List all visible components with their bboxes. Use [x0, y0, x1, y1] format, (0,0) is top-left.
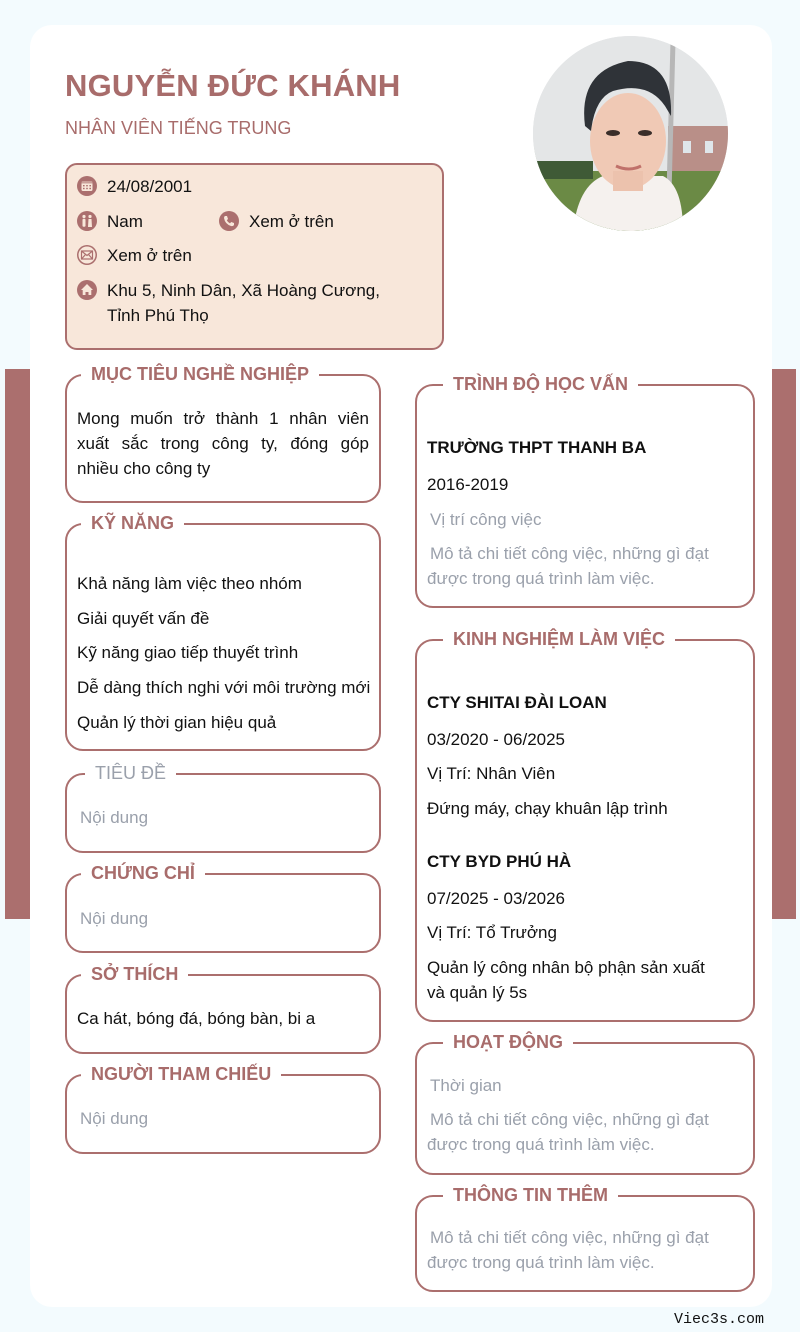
section-title[interactable]: CHỨNG CHỈ — [81, 861, 205, 885]
contact-gender — [77, 209, 143, 234]
contact-phone — [219, 209, 334, 234]
section-title[interactable]: MỤC TIÊU NGHỀ NGHIỆP — [81, 362, 319, 386]
calendar-icon — [77, 176, 97, 196]
candidate-job-title[interactable]: NHÂN VIÊN TIẾNG TRUNG — [65, 118, 292, 138]
right-accent-bar — [772, 369, 796, 919]
education-school[interactable]: TRƯỜNG THPT THANH BA — [427, 438, 647, 457]
education-description[interactable]: Mô tả chi tiết công việc, những gì đạt được trong quá trình làm việc. — [427, 544, 709, 588]
contact-email — [77, 243, 192, 268]
phone-icon — [219, 211, 239, 231]
section-title[interactable]: KINH NGHIỆM LÀM VIỆC — [443, 627, 675, 651]
experience-period[interactable]: 03/2020 - 06/2025 — [427, 730, 566, 749]
avatar-photo-icon — [533, 36, 728, 231]
phone-value[interactable]: Xem ở trên — [249, 212, 334, 231]
custom-content[interactable]: Nội dung — [80, 808, 149, 827]
address-value[interactable]: Khu 5, Ninh Dân, Xã Hoàng Cương, Tỉnh Phú Thọ — [107, 281, 380, 325]
references-content[interactable]: Nội dung — [80, 1109, 149, 1128]
experience-company[interactable]: CTY SHITAI ĐÀI LOAN — [427, 693, 607, 712]
contact-birthday — [77, 174, 192, 199]
experience-company[interactable]: CTY BYD PHÚ HÀ — [427, 852, 572, 871]
experience-period[interactable]: 07/2025 - 03/2026 — [427, 889, 566, 908]
section-title[interactable]: SỞ THÍCH — [81, 962, 188, 986]
gender-value[interactable]: Nam — [107, 212, 143, 231]
experience-position[interactable]: Vị Trí: Tổ Trưởng — [427, 923, 557, 942]
experience-description[interactable]: Quản lý công nhân bộ phận sản xuất và quản lý 5s — [427, 958, 705, 1002]
email-value[interactable]: Xem ở trên — [107, 246, 192, 265]
skill-item[interactable]: Kỹ năng giao tiếp thuyết trình — [77, 643, 299, 662]
skill-item[interactable]: Giải quyết vấn đề — [77, 609, 210, 628]
section-title[interactable]: HOẠT ĐỘNG — [443, 1030, 573, 1054]
left-accent-bar — [5, 369, 30, 919]
birthday-value[interactable]: 24/08/2001 — [107, 177, 193, 196]
home-icon — [77, 280, 97, 300]
certificates-content[interactable]: Nội dung — [80, 909, 149, 928]
avatar[interactable] — [533, 36, 728, 231]
experience-position[interactable]: Vị Trí: Nhân Viên — [427, 764, 556, 783]
watermark: Viec3s.com — [674, 1311, 765, 1328]
gender-icon — [77, 211, 97, 231]
skill-item[interactable]: Quản lý thời gian hiệu quả — [77, 713, 277, 732]
section-title[interactable]: TIÊU ĐỀ — [85, 761, 176, 785]
section-title[interactable]: KỸ NĂNG — [81, 511, 184, 535]
hobbies-content[interactable]: Ca hát, bóng đá, bóng bàn, bi a — [77, 1009, 316, 1028]
activities-description[interactable]: Mô tả chi tiết công việc, những gì đạt được trong quá trình làm việc. — [427, 1110, 709, 1154]
section-title[interactable]: THÔNG TIN THÊM — [443, 1183, 618, 1207]
skill-item[interactable]: Khả năng làm việc theo nhóm — [77, 574, 302, 593]
section-title[interactable]: TRÌNH ĐỘ HỌC VẤN — [443, 372, 638, 396]
education-period[interactable]: 2016-2019 — [427, 475, 509, 494]
candidate-name[interactable]: NGUYỄN ĐỨC KHÁNH — [65, 68, 401, 103]
additional-info-description[interactable]: Mô tả chi tiết công việc, những gì đạt được trong quá trình làm việc. — [427, 1228, 709, 1272]
objective-text[interactable]: Mong muốn trở thành 1 nhân viên xuất sắc trong công ty, đóng góp nhiều cho công ty — [77, 409, 369, 478]
email-icon — [77, 245, 97, 265]
contact-address — [77, 278, 380, 328]
skill-item[interactable]: Dễ dàng thích nghi với môi trường mới — [77, 678, 371, 697]
experience-description[interactable]: Đứng máy, chạy khuân lập trình — [427, 799, 668, 818]
activities-time[interactable]: Thời gian — [430, 1076, 502, 1095]
section-title[interactable]: NGƯỜI THAM CHIẾU — [81, 1062, 281, 1086]
education-position[interactable]: Vị trí công việc — [430, 510, 542, 529]
